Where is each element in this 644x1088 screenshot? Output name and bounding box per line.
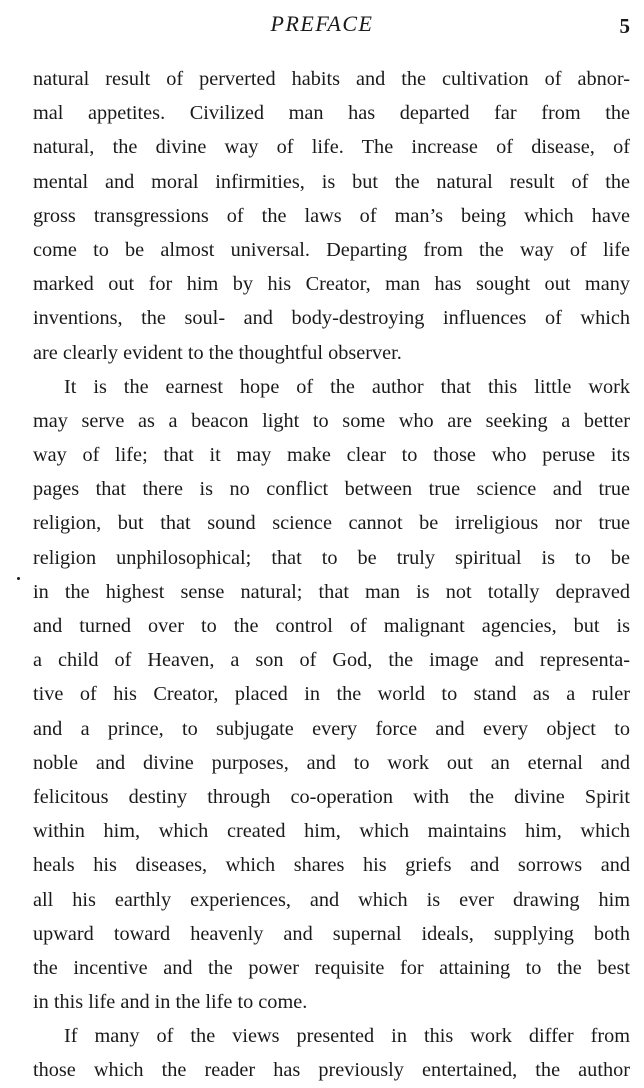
paragraph-2 bbox=[33, 370, 630, 1020]
text-line: heals his diseases, which shares his griefs and sorrows and bbox=[33, 854, 630, 877]
page-number: 5 bbox=[619, 14, 630, 38]
text-line: upward toward heavenly and supernal ideals, supplying both bbox=[33, 922, 630, 945]
text-line: mental and moral infirmities, is but the natural result of the bbox=[33, 170, 630, 193]
text-line: If many of the views presented in this work differ from bbox=[64, 1025, 630, 1048]
text-line: and turned over to the control of malignant agencies, but is bbox=[33, 615, 630, 637]
text-line: all his earthly experiences, and which is ever drawing him bbox=[33, 888, 630, 911]
text-line: It is the earnest hope of the author that this little work bbox=[64, 375, 630, 398]
text-line: noble and divine purposes, and to work out an eternal and bbox=[33, 751, 630, 774]
text-line: pages that there is no conflict between true science and true bbox=[33, 478, 630, 501]
text-line: inventions, the soul- and body-destroying influences of which bbox=[33, 307, 630, 330]
running-head bbox=[0, 10, 644, 38]
text-line: in the highest sense natural; that man is not totally depraved bbox=[33, 580, 630, 603]
text-line: may serve as a beacon light to some who are seeking a better bbox=[33, 409, 630, 432]
text-line: in this life and in the life to come. bbox=[33, 991, 308, 1014]
text-line: are clearly evident to the thoughtful observer. bbox=[33, 341, 402, 364]
text-line: religion unphilosophical; that to be truly spiritual is to be bbox=[33, 546, 630, 569]
text-line: gross transgressions of the laws of man’s being which have bbox=[33, 204, 630, 227]
margin-speck bbox=[17, 577, 20, 580]
text-line: felicitous destiny through co-operation with the divine Spirit bbox=[33, 785, 630, 808]
text-line: marked out for him by his Creator, man has sought out many bbox=[33, 273, 630, 296]
text-line: tive of his Creator, placed in the world to stand as a ruler bbox=[33, 683, 630, 706]
text-line: and a prince, to subjugate every force and every object to bbox=[33, 717, 630, 740]
text-line: within him, which created him, which maintains him, which bbox=[33, 820, 630, 843]
paragraph-1 bbox=[33, 62, 630, 370]
paragraph-3 bbox=[33, 1019, 630, 1087]
text-line: mal appetites. Civilized man has departed far from the bbox=[33, 102, 630, 125]
text-line: the incentive and the power requisite for attaining to the best bbox=[33, 956, 630, 979]
text-line: a child of Heaven, a son of God, the image and representa- bbox=[33, 649, 630, 672]
text-line: natural, the divine way of life. The increase of disease, of bbox=[33, 136, 630, 159]
body-text bbox=[33, 62, 630, 1088]
text-line: natural result of perverted habits and the cultivation of abnor- bbox=[33, 68, 630, 90]
text-line: those which the reader has previously entertained, the author bbox=[33, 1059, 630, 1082]
running-title: PREFACE bbox=[270, 11, 374, 36]
text-line: religion, but that sound science cannot be irreligious nor true bbox=[33, 512, 630, 535]
text-line: come to be almost universal. Departing from the way of life bbox=[33, 238, 630, 261]
text-line: way of life; that it may make clear to those who peruse its bbox=[33, 444, 630, 467]
